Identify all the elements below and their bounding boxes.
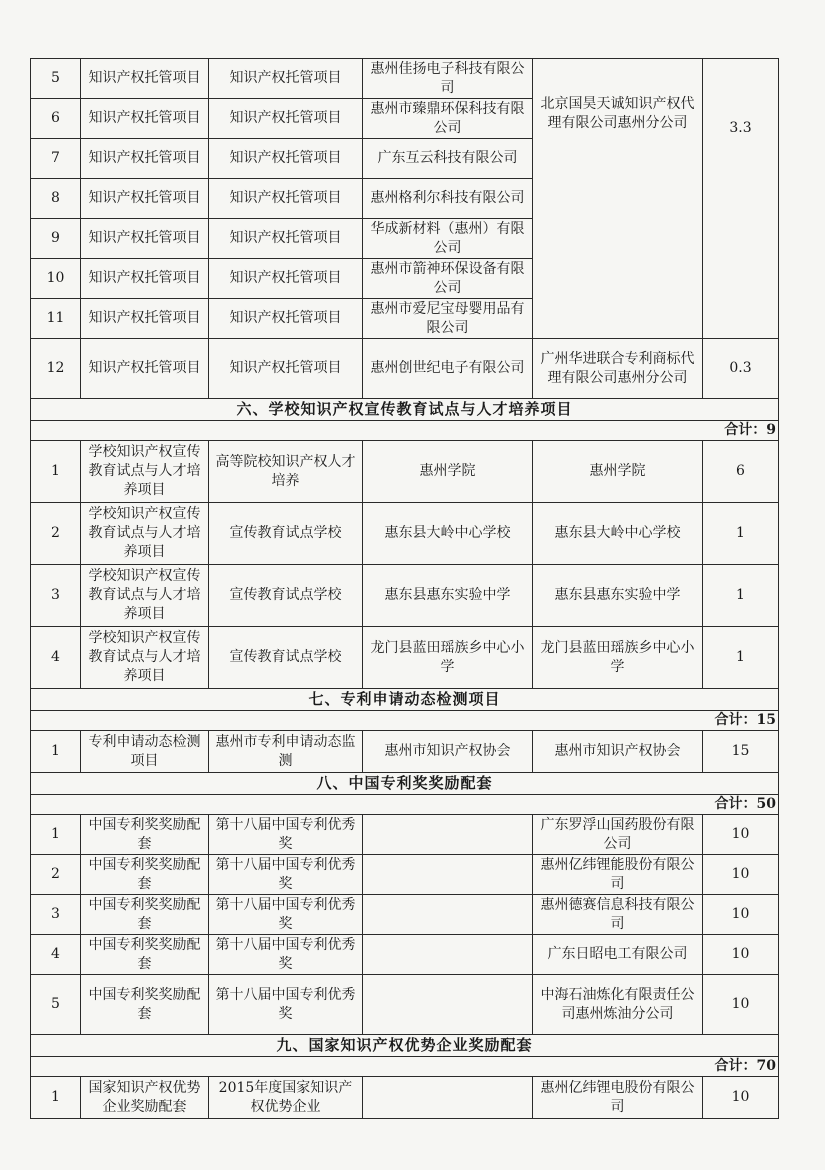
- unit-cell: 华成新材料（惠州）有限公司: [363, 219, 533, 259]
- category-cell: 专利申请动态检测项目: [81, 731, 209, 773]
- amount-cell: 1: [703, 503, 779, 565]
- section-total-row: [31, 795, 779, 815]
- unit-cell: 惠东县大岭中心学校: [363, 503, 533, 565]
- section-header-row: [31, 399, 779, 421]
- section-total-row: [31, 421, 779, 441]
- table-row: [31, 59, 779, 99]
- agency-cell: 惠州德赛信息科技有限公司: [533, 895, 703, 935]
- row-number: 2: [31, 503, 81, 565]
- amount-cell: 10: [703, 815, 779, 855]
- row-number: 12: [31, 339, 81, 399]
- agency-cell: 惠东县大岭中心学校: [533, 503, 703, 565]
- amount-cell: 3.3: [703, 59, 779, 339]
- row-number: 1: [31, 441, 81, 503]
- project-cell: 第十八届中国专利优秀奖: [209, 975, 363, 1035]
- table-row: [31, 895, 779, 935]
- row-number: 5: [31, 975, 81, 1035]
- amount-cell: 0.3: [703, 339, 779, 399]
- amount-cell: 10: [703, 935, 779, 975]
- unit-cell: [363, 815, 533, 855]
- unit-cell: 惠州市臻鼎环保科技有限公司: [363, 99, 533, 139]
- section-total: 合计：9: [31, 421, 779, 441]
- category-cell: 中国专利奖奖励配套: [81, 895, 209, 935]
- amount-cell: 6: [703, 441, 779, 503]
- amount-cell: 10: [703, 895, 779, 935]
- row-number: 4: [31, 935, 81, 975]
- agency-cell: 惠州亿纬锂电股份有限公司: [533, 1077, 703, 1119]
- category-cell: 知识产权托管项目: [81, 59, 209, 99]
- project-cell: 宣传教育试点学校: [209, 565, 363, 627]
- section-total-row: [31, 1057, 779, 1077]
- category-cell: 知识产权托管项目: [81, 219, 209, 259]
- unit-cell: [363, 1077, 533, 1119]
- funding-table: [30, 58, 779, 1119]
- row-number: 3: [31, 895, 81, 935]
- agency-cell: 中海石油炼化有限责任公司惠州炼油分公司: [533, 975, 703, 1035]
- category-cell: 知识产权托管项目: [81, 99, 209, 139]
- row-number: 6: [31, 99, 81, 139]
- unit-cell: 惠州市箭神环保设备有限公司: [363, 259, 533, 299]
- row-number: 9: [31, 219, 81, 259]
- project-cell: 第十八届中国专利优秀奖: [209, 815, 363, 855]
- category-cell: 学校知识产权宣传教育试点与人才培养项目: [81, 503, 209, 565]
- row-number: 11: [31, 299, 81, 339]
- unit-cell: 广东互云科技有限公司: [363, 139, 533, 179]
- amount-cell: 10: [703, 855, 779, 895]
- row-number: 8: [31, 179, 81, 219]
- agency-cell: 惠州市知识产权协会: [533, 731, 703, 773]
- row-number: 1: [31, 1077, 81, 1119]
- category-cell: 中国专利奖奖励配套: [81, 975, 209, 1035]
- amount-cell: 10: [703, 975, 779, 1035]
- table-row: [31, 975, 779, 1035]
- agency-cell: 北京国昊天诚知识产权代理有限公司惠州分公司: [533, 59, 703, 339]
- agency-cell: 惠州学院: [533, 441, 703, 503]
- unit-cell: 惠州市爱尼宝母婴用品有限公司: [363, 299, 533, 339]
- row-number: 7: [31, 139, 81, 179]
- project-cell: 高等院校知识产权人才培养: [209, 441, 363, 503]
- row-number: 2: [31, 855, 81, 895]
- section-total-row: [31, 711, 779, 731]
- row-number: 1: [31, 731, 81, 773]
- table-row: [31, 935, 779, 975]
- agency-cell: 惠东县惠东实验中学: [533, 565, 703, 627]
- table-row: [31, 441, 779, 503]
- category-cell: 知识产权托管项目: [81, 139, 209, 179]
- section-title: 六、学校知识产权宣传教育试点与人才培养项目: [31, 399, 779, 421]
- project-cell: 知识产权托管项目: [209, 139, 363, 179]
- category-cell: 学校知识产权宣传教育试点与人才培养项目: [81, 441, 209, 503]
- row-number: 5: [31, 59, 81, 99]
- project-cell: 知识产权托管项目: [209, 339, 363, 399]
- unit-cell: 龙门县蓝田瑶族乡中心小学: [363, 627, 533, 689]
- project-cell: 惠州市专利申请动态监测: [209, 731, 363, 773]
- table-row: [31, 565, 779, 627]
- agency-cell: 龙门县蓝田瑶族乡中心小学: [533, 627, 703, 689]
- unit-cell: [363, 895, 533, 935]
- project-cell: 第十八届中国专利优秀奖: [209, 855, 363, 895]
- agency-cell: 广州华进联合专利商标代理有限公司惠州分公司: [533, 339, 703, 399]
- unit-cell: [363, 935, 533, 975]
- unit-cell: [363, 975, 533, 1035]
- section-title: 八、中国专利奖奖励配套: [31, 773, 779, 795]
- section-header-row: [31, 1035, 779, 1057]
- table-row: [31, 855, 779, 895]
- table-row: [31, 1077, 779, 1119]
- section-total: 合计：70: [31, 1057, 779, 1077]
- category-cell: 中国专利奖奖励配套: [81, 935, 209, 975]
- amount-cell: 1: [703, 627, 779, 689]
- project-cell: 知识产权托管项目: [209, 99, 363, 139]
- project-cell: 知识产权托管项目: [209, 59, 363, 99]
- project-cell: 2015年度国家知识产权优势企业: [209, 1077, 363, 1119]
- table-row: [31, 503, 779, 565]
- unit-cell: 惠东县惠东实验中学: [363, 565, 533, 627]
- table-row: [31, 627, 779, 689]
- agency-cell: 广东日昭电工有限公司: [533, 935, 703, 975]
- amount-cell: 10: [703, 1077, 779, 1119]
- section-header-row: [31, 689, 779, 711]
- category-cell: 学校知识产权宣传教育试点与人才培养项目: [81, 565, 209, 627]
- unit-cell: 惠州市知识产权协会: [363, 731, 533, 773]
- unit-cell: 惠州佳扬电子科技有限公司: [363, 59, 533, 99]
- category-cell: 国家知识产权优势企业奖励配套: [81, 1077, 209, 1119]
- table-row: [31, 815, 779, 855]
- agency-cell: 广东罗浮山国药股份有限公司: [533, 815, 703, 855]
- category-cell: 学校知识产权宣传教育试点与人才培养项目: [81, 627, 209, 689]
- project-cell: 宣传教育试点学校: [209, 627, 363, 689]
- unit-cell: [363, 855, 533, 895]
- section-title: 九、国家知识产权优势企业奖励配套: [31, 1035, 779, 1057]
- category-cell: 中国专利奖奖励配套: [81, 815, 209, 855]
- section-total: 合计：50: [31, 795, 779, 815]
- project-cell: 知识产权托管项目: [209, 219, 363, 259]
- table-row: [31, 339, 779, 399]
- category-cell: 知识产权托管项目: [81, 299, 209, 339]
- project-cell: 第十八届中国专利优秀奖: [209, 935, 363, 975]
- amount-cell: 15: [703, 731, 779, 773]
- table-row: [31, 731, 779, 773]
- project-cell: 知识产权托管项目: [209, 299, 363, 339]
- row-number: 3: [31, 565, 81, 627]
- category-cell: 知识产权托管项目: [81, 259, 209, 299]
- section-total: 合计：15: [31, 711, 779, 731]
- project-cell: 知识产权托管项目: [209, 259, 363, 299]
- project-cell: 第十八届中国专利优秀奖: [209, 895, 363, 935]
- row-number: 4: [31, 627, 81, 689]
- amount-cell: 1: [703, 565, 779, 627]
- project-cell: 知识产权托管项目: [209, 179, 363, 219]
- category-cell: 知识产权托管项目: [81, 179, 209, 219]
- category-cell: 知识产权托管项目: [81, 339, 209, 399]
- row-number: 10: [31, 259, 81, 299]
- agency-cell: 惠州亿纬锂能股份有限公司: [533, 855, 703, 895]
- unit-cell: 惠州创世纪电子有限公司: [363, 339, 533, 399]
- row-number: 1: [31, 815, 81, 855]
- category-cell: 中国专利奖奖励配套: [81, 855, 209, 895]
- section-title: 七、专利申请动态检测项目: [31, 689, 779, 711]
- section-header-row: [31, 773, 779, 795]
- unit-cell: 惠州格利尔科技有限公司: [363, 179, 533, 219]
- project-cell: 宣传教育试点学校: [209, 503, 363, 565]
- unit-cell: 惠州学院: [363, 441, 533, 503]
